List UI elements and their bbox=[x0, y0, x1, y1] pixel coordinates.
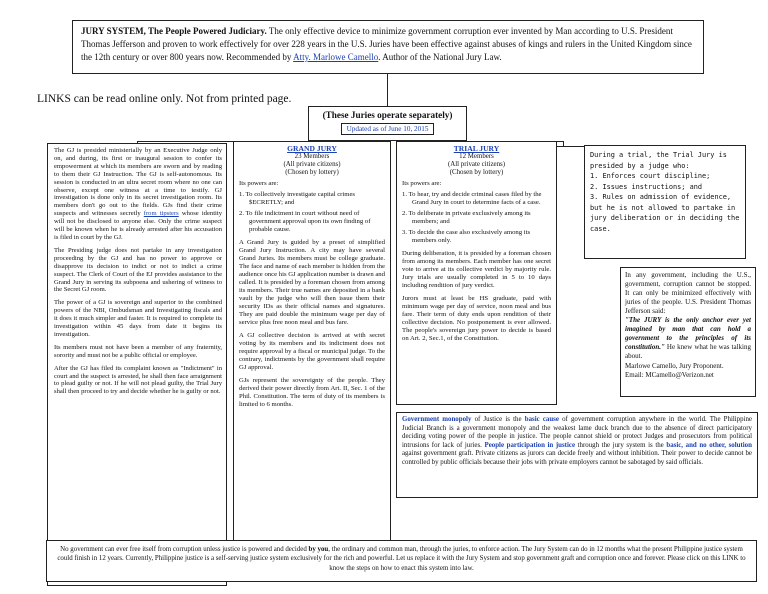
by-you: by you bbox=[308, 546, 329, 553]
trial-note-list bbox=[590, 171, 740, 203]
trial-jury-paragraph: Jurors must at least be HS graduate, paid with minimum wage per day of service, noon meal and bus fare. Their term of duty ends upon rendition of their collective decision. No postponement is ever allowed. The people's sovereign jury power to decide is based on Art. 2, Sec.1, of the Constitution. bbox=[402, 295, 551, 342]
juries-operate-separately-box bbox=[308, 106, 467, 141]
quote-paragraph: In any government, including the U.S., government, corruption cannot be stopped. It can only be minimized effectively with juries of the people. U.S. President Thomas Jefferson said: bbox=[625, 271, 751, 315]
updated-date: Updated as of June 10, 2015 bbox=[341, 123, 435, 135]
grand-jury-details-column bbox=[47, 143, 227, 586]
bottom-call-to-action: No government can ever free itself from corruption unless justice is powered and decided by you, the ordinary and common man, through the juries, to enforce action. The Jury System can do in 12 months what the present Philippine justice system could finish in 12 years. Currently, Philippine justice is a self-serving justice system exclusively for the rich and powerful. Let us replace it with the Jury System and stop government graft and corruption once and forever. Please click on this LINK to know the steps on how to enact this system into law. bbox=[46, 540, 757, 582]
header-tail: . Author of the National Jury Law. bbox=[378, 52, 502, 62]
trial-jury-private: (All private citizens) bbox=[447, 161, 506, 168]
trial-judge-note bbox=[584, 145, 746, 259]
list-item: 1. Enforces court discipline; bbox=[590, 172, 711, 180]
grand-jury-powers-list bbox=[239, 191, 385, 234]
grand-jury-lottery: (Chosen by lottery) bbox=[285, 169, 339, 176]
links-note: LINKS can be read online only. Not from printed page. bbox=[37, 93, 292, 105]
trial-jury-title[interactable]: TRIAL JURY bbox=[453, 144, 500, 153]
grand-jury-paragraph: A Grand Jury is guided by a preset of simplified Grand Jury Instruction. A city may have several Grand Juries. Its members must be college graduate. The face and name of each member is hidden from the audience once his GJ application number is drawn and called. It is presided by a foreman chosen from among its members. Their true names are deposited in a bank vault by the judge who will then issue them their security IDs as their official names and signatures. They are paid double the minimum wage per day of service plus free noon meal and bus fare. bbox=[239, 239, 385, 326]
author-link[interactable]: Atty. Marlowe Camello bbox=[293, 52, 379, 62]
government-monopoly-box: Government monopoly of Justice is the basic cause of government corruption anywhere in the world. The Philippine Judicial Branch is a government monopoly and the weakest lame duck branch due to the absence of direct participatory deciding voting power of the people in justice. The people cannot shield or protect Judges and prosecutors from political intrusions for lack of juries. People participation in justice through the jury system is the basic, and no other, solution against government graft. Private citizens as jurors can decide freely and without inhibition. Their power to decide cannot be controlled by public officials because their jobs with private employers cannot be sabotaged by said officials. bbox=[396, 412, 758, 498]
list-item: 2. To file indictment in court without need of government approval upon its own finding of probable cause. bbox=[239, 210, 371, 233]
list-item: 3. Rules on admission of evidence, bbox=[590, 193, 732, 201]
list-item: 2. To deliberate in private exclusively among its members; and bbox=[402, 210, 531, 225]
trial-note-outro: but he is not allowed to partake in jury deliberation or in deciding the case. bbox=[590, 203, 740, 233]
quote-tail: He knew what he was talking about. bbox=[625, 343, 751, 360]
connector-line bbox=[557, 146, 584, 147]
connector-line bbox=[387, 74, 388, 106]
left-paragraph: The power of a GJ is sovereign and superior to the combined powers of the NBI, Ombudsman and Investigating fiscals and it does it much simpler and faster. It is required to complete its investigation within 45 days from date it begins its investigation. bbox=[54, 299, 222, 338]
jefferson-quote-box bbox=[620, 267, 756, 397]
trial-jury-paragraph: During deliberation, it is presided by a foreman chosen from among its members. Each member has one secret vote to arrive at its collective verdict by majority rule. Jury trials are usually completed in 5 to 10 days including rendition of jury verdict. bbox=[402, 250, 551, 289]
grand-jury-paragraph: A GJ collective decision is arrived at with secret voting by its members and its indictment does not require approval by a fiscal or municipal judge. To the contrary, indictments by the government shall require GJ approval. bbox=[239, 332, 385, 371]
grand-jury-paragraph: GJs represent the sovereignty of the people. They derived their power directly from Art. II, Sec. 1 of the Phil. Constitution. The term of duty of its members is limited to 6 months. bbox=[239, 377, 385, 408]
grand-jury-private: (All private citizens) bbox=[283, 161, 341, 168]
basic-solution: basic, and no other, solution bbox=[666, 441, 752, 449]
grand-jury-members: 23 Members bbox=[294, 153, 330, 160]
left-paragraph: Its members must not have been a member of any fraternity, sorority and must not be a public official or employee. bbox=[54, 343, 222, 359]
email-address: Email: MCamello@Verizon.net bbox=[625, 371, 714, 379]
trial-jury-members: 12 Members bbox=[459, 153, 494, 160]
list-item: 3. To decide the case also exclusively among its members only. bbox=[402, 229, 531, 244]
grand-jury-powers-label: Its powers are: bbox=[239, 180, 279, 187]
left-paragraph: After the GJ has filed its complaint known as "Indictment" in court and the suspect is arrested, he shall then face arraignment to plead guilty or not. If he will not plead guilty, the Trial Jury shall then proceed to try and decide whether he is guilty or not. bbox=[54, 364, 222, 396]
left-paragraph: The GJ is presided ministerially by an Executive Judge only on, and during, its first or inaugural session to confer its empowerment at which its members are sworn and by reading to them their GJ Instruction. The GJ is self-autonomous. Its session is conducted in an ultra secret room where no one can observe, except one witness at a time to testify. GJ investigation is done only in its secret investigation room. Its members don't go out to the fields. GJs find their crime suspects and witnesses secretly from tipsters whose identity will not be disclosed to anyone else. Only the crime suspect will be known when he is already arrested after his accusation is filed in court by the GJ. bbox=[54, 147, 222, 241]
list-item: 1. To hear, try and decide criminal cases filed by the Grand Jury in court to determine facts of a case. bbox=[402, 191, 542, 206]
header-box bbox=[72, 20, 704, 74]
signature: Marlowe Camello, Jury Proponent. bbox=[625, 362, 724, 370]
basic-cause: basic cause bbox=[524, 416, 559, 423]
grand-jury-title[interactable]: GRAND JURY bbox=[287, 144, 337, 153]
jefferson-quote: "The JURY is the only anchor ever yet imagined by man that can hold a government to the principles of its constitution." bbox=[625, 316, 751, 351]
list-item: 1. To collectively investigate capital crimes $ECRETLY; and bbox=[239, 191, 356, 206]
center-title: (These Juries operate separately) bbox=[322, 110, 453, 120]
left-paragraph: The Presiding judge does not partake in any investigation proceeding by the GJ and has no power to approve or disapprove its decision to indict or not to indict a crime suspect. The Clerk of Court of the EJ provides assistance to the Grand Jury in serving its subpoena and ushering of witness to the Secret GJ room. bbox=[54, 246, 222, 294]
trial-jury-powers-label: Its powers are: bbox=[402, 180, 442, 187]
monopoly-lead: Government monopoly bbox=[402, 416, 472, 423]
trial-jury-lottery: (Chosen by lottery) bbox=[449, 169, 504, 176]
trial-jury-box bbox=[396, 141, 557, 405]
header-lead: JURY SYSTEM, The People Powered Judiciary. bbox=[81, 26, 267, 36]
tipsters-link[interactable]: from tipsters bbox=[143, 210, 179, 218]
header-body: The only effective device to minimize government corruption ever invented by Man according to U.S. President Thomas Jefferson and proven to work effectively for over 228 years in the U.S. Juries have been effective against abuses of kings and rulers in the United Kingdom since the 12th century or over 800 years now. Recommended by bbox=[81, 26, 692, 62]
list-item: 2. Issues instructions; and bbox=[590, 182, 703, 191]
grand-jury-box bbox=[233, 141, 391, 545]
people-participation: People participation in justice bbox=[484, 441, 575, 449]
trial-note-intro: During a trial, the Trial Jury is presided by a judge who: bbox=[590, 151, 727, 170]
trial-jury-powers-list bbox=[402, 191, 551, 245]
